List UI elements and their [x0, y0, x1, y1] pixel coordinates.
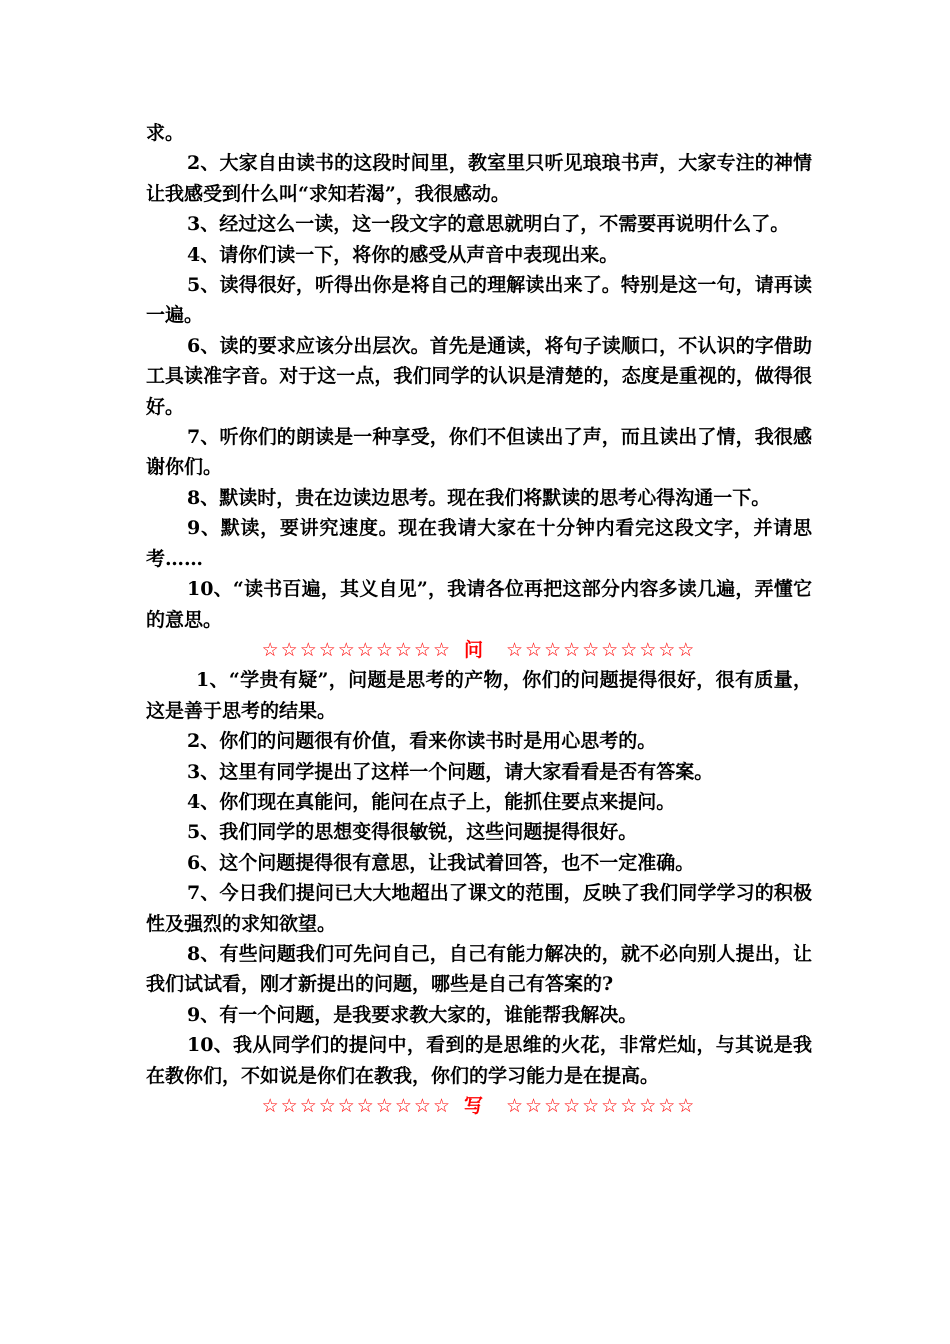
reading-item-7: 7、听你们的朗读是一种享受，你们不但读出了声，而且读出了情，我很感谢你们。	[146, 426, 812, 479]
asking-item-2: 2、你们的问题很有价值，看来你读书时是用心思考的。	[187, 730, 657, 753]
reading-item-10: 10、“读书百遍，其义自见”，我请各位再把这部分内容多读几遍，弄懂它的意思。	[146, 578, 812, 631]
asking-item-7: 7、今日我们提问已大大地超出了课文的范围，反映了我们同学学习的积极性及强烈的求知欲望。	[146, 882, 812, 935]
divider-stars-right: ☆☆☆☆☆☆☆☆☆☆	[506, 1095, 697, 1117]
asking-item-3: 3、这里有同学提出了这样一个问题，请大家看看是否有答案。	[187, 760, 714, 783]
section-divider-write	[146, 1091, 812, 1121]
divider-label-ask: 问	[463, 638, 484, 661]
reading-item-6: 6、读的要求应该分出层次。首先是通读，将句子读顺口，不认识的字借助工具读准字音。对于这一点，我们同学的认识是清楚的，态度是重视的，做得很好。	[146, 334, 812, 418]
asking-item-10: 10、我从同学们的提问中，看到的是思维的火花，非常烂灿，与其说是我在教你们，不如说是你们在教我，你们的学习能力是在提高。	[146, 1034, 812, 1087]
asking-item-4: 4、你们现在真能问，能问在点子上，能抓住要点来提问。	[187, 790, 676, 813]
divider-stars-left: ☆☆☆☆☆☆☆☆☆☆	[261, 638, 452, 661]
asking-item-5: 5、我们同学的思想变得很敏锐，这些问题提得很好。	[187, 821, 638, 844]
document-page	[146, 118, 812, 1121]
paragraph-continuation: 求。	[146, 122, 185, 144]
divider-stars-left: ☆☆☆☆☆☆☆☆☆☆	[261, 1095, 452, 1117]
reading-item-2: 2、大家自由读书的这段时间里，教室里只听见琅琅书声，大家专注的神情让我感受到什么叫“求知若渴”，我很感动。	[146, 152, 812, 205]
section-divider-ask	[146, 635, 812, 665]
reading-item-3: 3、经过这么一读，这一段文字的意思就明白了，不需要再说明什么了。	[187, 213, 790, 236]
asking-item-1: 1、“学贵有疑”，问题是思考的产物，你们的问题提得很好，很有质量，这是善于思考的结果。	[146, 669, 812, 722]
divider-stars-right: ☆☆☆☆☆☆☆☆☆☆	[506, 638, 697, 661]
asking-item-8: 8、有些问题我们可先问自己，自己有能力解决的，就不必向别人提出，让我们试试看，刚才新提出的问题，哪些是自己有答案的?	[146, 942, 812, 996]
asking-item-6: 6、这个问题提得很有意思，让我试着回答，也不一定准确。	[187, 851, 695, 874]
reading-item-4: 4、请你们读一下，将你的感受从声音中表现出来。	[187, 243, 619, 266]
asking-item-9: 9、有一个问题，是我要求教大家的，谁能帮我解决。	[187, 1003, 638, 1026]
divider-label-write: 写	[463, 1095, 484, 1117]
reading-item-5: 5、读得很好，听得出你是将自己的理解读出来了。特别是这一句，请再读一遍。	[146, 274, 812, 327]
reading-item-8: 8、默读时，贵在边读边思考。现在我们将默读的思考心得沟通一下。	[187, 486, 771, 509]
reading-item-9: 9、默读，要讲究速度。现在我请大家在十分钟内看完这段文字，并请思考……	[146, 517, 812, 570]
